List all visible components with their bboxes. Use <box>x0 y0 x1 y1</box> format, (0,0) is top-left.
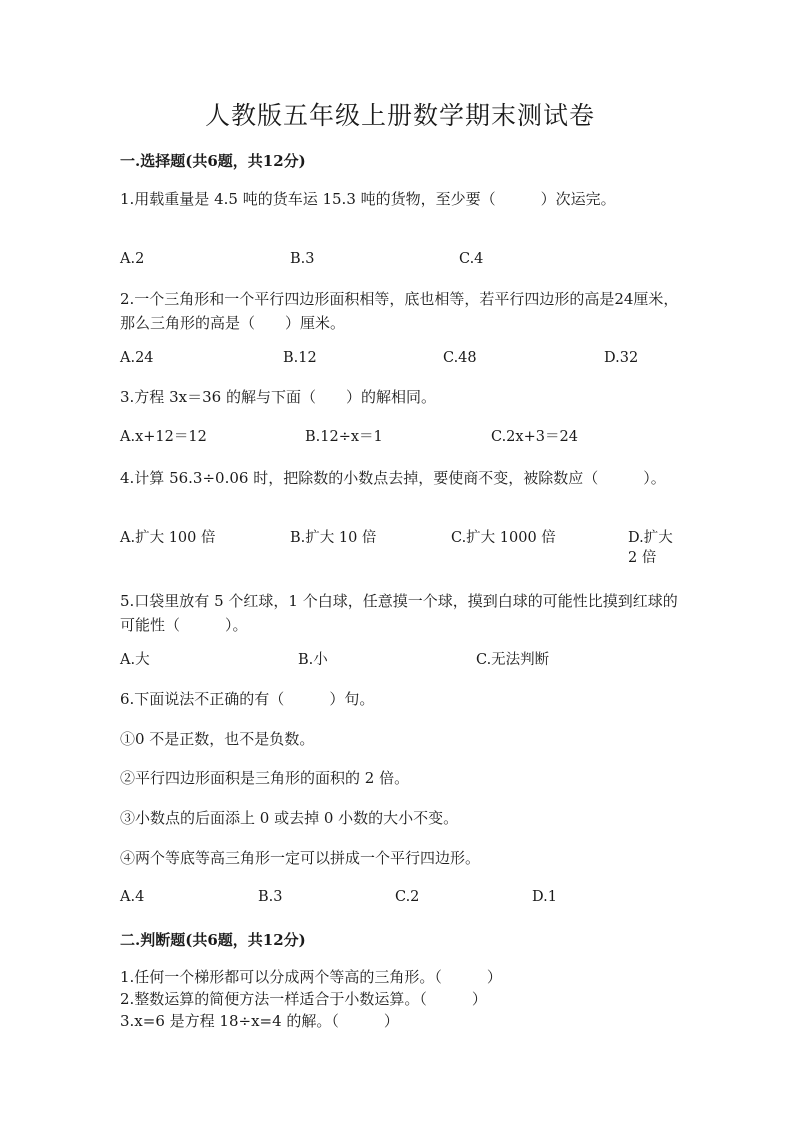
question-2-stem: 2.一个三角形和一个平行四边形面积相等，底也相等，若平行四边形的高是24厘米，那么三角形的高是（ ）厘米。 <box>120 290 679 332</box>
question-1-option-a: A.2 <box>120 251 145 267</box>
question-6-statement-4: ④两个等底等高三角形一定可以拼成一个平行四边形。 <box>120 849 481 867</box>
question-6-option-d: D.1 <box>532 889 557 905</box>
question-6-statement-1: ①0 不是正数，也不是负数。 <box>120 730 315 748</box>
question-6-option-c: C.2 <box>395 889 420 905</box>
question-4-option-d-text: D.扩大 2 倍 <box>628 530 673 566</box>
question-6-option-b: B.3 <box>258 889 283 905</box>
question-3-stem: 3.方程 3x＝36 的解与下面（ ）的解相同。 <box>120 388 436 406</box>
question-6-statement-3: ③小数点的后面添上 0 或去掉 0 小数的大小不变。 <box>120 809 459 827</box>
question-5-stem: 5.口袋里放有 5 个红球，1 个白球，任意摸一个球，摸到白球的可能性比摸到红球的可能性（ ）。 <box>120 592 678 634</box>
section-heading-choice: 一.选择题(共6题，共12分) <box>120 152 306 170</box>
question-1-stem: 1.用载重量是 4.5 吨的货车运 15.3 吨的货物，至少要（ ）次运完。 <box>120 190 616 208</box>
question-5-option-a: A.大 <box>120 652 150 668</box>
question-6-stem: 6.下面说法不正确的有（ ）句。 <box>120 690 375 708</box>
judgment-item-1: 1.任何一个梯形都可以分成两个等高的三角形。（ ） <box>120 968 502 986</box>
question-4-stem: 4.计算 56.3÷0.06 时，把除数的小数点去掉，要使商不变，被除数应（ ）。 <box>120 469 666 487</box>
question-5-option-b: B.小 <box>298 652 328 668</box>
question-4-option-d <box>628 528 680 568</box>
question-3-option-c: C.2x+3＝24 <box>491 429 578 445</box>
judgment-item-2: 2.整数运算的简便方法一样适合于小数运算。（ ） <box>120 990 487 1008</box>
question-5-option-c: C.无法判断 <box>476 652 550 668</box>
question-3-option-b: B.12÷x＝1 <box>305 429 383 445</box>
question-4-option-c: C.扩大 1000 倍 <box>451 530 556 546</box>
question-4-option-a: A.扩大 100 倍 <box>120 530 216 546</box>
section-heading-judgment: 二.判断题(共6题，共12分) <box>120 931 306 949</box>
question-3-option-a: A.x+12＝12 <box>120 429 207 445</box>
question-6-statement-2: ②平行四边形面积是三角形的面积的 2 倍。 <box>120 769 410 787</box>
question-1-option-b: B.3 <box>290 251 315 267</box>
question-2-option-c: C.48 <box>443 350 477 366</box>
question-6-option-a: A.4 <box>120 889 145 905</box>
question-4-option-b: B.扩大 10 倍 <box>290 530 377 546</box>
question-2-option-a: A.24 <box>120 350 154 366</box>
page-title: 人教版五年级上册数学期末测试卷 <box>204 101 595 130</box>
question-2-option-b: B.12 <box>283 350 317 366</box>
question-2-option-d: D.32 <box>604 350 639 366</box>
question-1-option-c: C.4 <box>459 251 484 267</box>
judgment-item-3: 3.x=6 是方程 18÷x=4 的解。（ ） <box>120 1012 399 1030</box>
